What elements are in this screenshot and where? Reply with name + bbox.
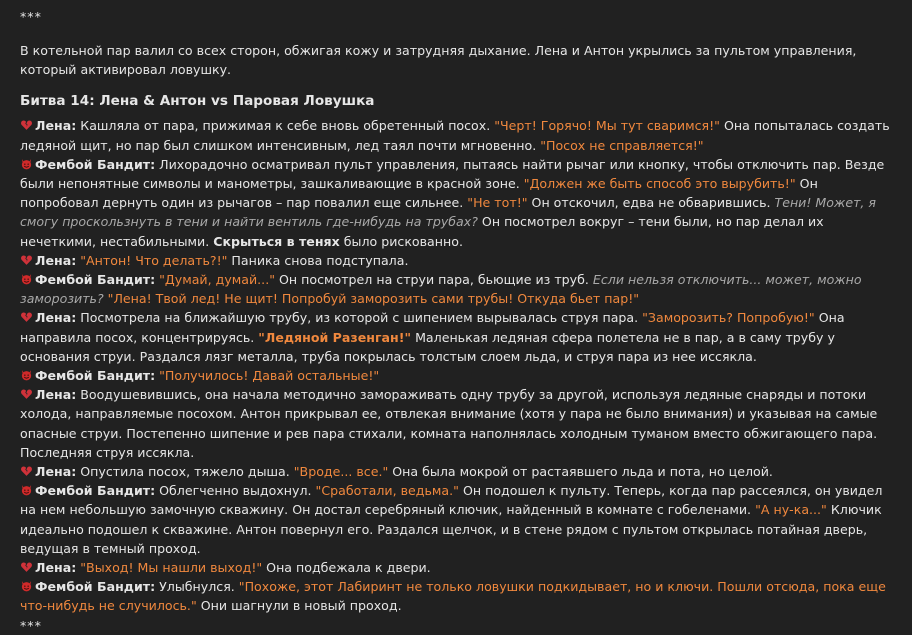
narration-text: Улыбнулся. [155,579,239,595]
narration-text: Он подошел к пульту. Теперь, когда пар рассеялся, он увидел на нем небольшую замочную скважину. Он достал серебряный ключик, найденный в комнате с гобеленами. [20,483,883,518]
intro-paragraph: В котельной пар валил со всех сторон, обжигая кожу и затрудняя дыхание. Лена и Антон укрылись за пультом управления, который активировал ловушку. [20,43,857,78]
speaker-name: Лена: [35,560,77,576]
narration-text: Кашляла от пара, прижимая к себе вновь обретенный посох. [76,118,495,134]
speaker-name: Фембой Бандит: [35,368,156,384]
dialogue-line [20,155,892,251]
narration-text: Опустила посох, тяжело дыша. [76,464,294,480]
spoken-quote: "Выход! Мы нашли выход!" [80,560,263,576]
speaker-name: Лена: [35,310,77,326]
dialogue-line [20,558,892,577]
devil-icon [20,158,33,170]
spoken-quote: "Должен же быть способ это вырубить!" [523,176,796,192]
narration-text: Ключик идеально подошел к скважине. Антон повернул его. Раздался щелчок, и в стене рядом с пультом открылась потайная дверь, ведущая в темный проход. [20,502,882,556]
narration-text: Он отскочил, едва не обварившись. [527,195,775,211]
broken-heart-icon [20,465,33,477]
speaker-name: Лена: [35,252,77,268]
narration-text: Лихорадочно осматривал пульт управления, пытаясь найти рычаг или кнопку, чтобы отключить пар. Везде были непонятные символы и манометры, зашкаливающие в красной зоне. [20,156,885,192]
spell-quote: "Ледяной Разенган!" [258,329,412,345]
devil-icon [20,273,33,285]
spoken-quote: "Вроде... все." [293,464,389,480]
narration-text: Он посмотрел вокруг – тени были, но пар делал их нечеткими, нестабильными. [20,214,824,249]
narration-text: Маленькая ледяная сфера полетела не в пар, а в саму трубу у основания струи. Раздался лязг металла, труба покрылась толстым слоем льда, и струя пара из нее иссякла. [20,329,835,364]
narration-text: Облегченно выдохнул. [155,483,316,499]
separator-bottom: *** [20,617,42,633]
narration-text: Они шагнули в новый проход. [196,598,402,614]
dialogue-line [20,481,892,558]
dialogue-line [20,385,892,462]
spoken-quote: "Антон! Что делать?!" [80,252,228,268]
broken-heart-icon [20,254,33,266]
speaker-name: Лена: [35,118,77,134]
dialogue-line [20,366,892,385]
broken-heart-icon [20,388,33,400]
devil-icon [20,580,33,592]
spoken-quote: "Посох не справляется!" [540,137,704,153]
speaker-name: Фембой Бандит: [35,579,156,595]
spoken-quote: "Лена! Твой лед! Не щит! Попробуй заморозить сами трубы! Откуда бьет пар!" [107,291,640,307]
inner-thought: Если нельзя отключить... может, можно заморозить? [20,272,862,307]
narration-text: Она попыталась создать ледяной щит, но пар был слишком интенсивным, лед таял почти мгновенно. [20,118,890,153]
devil-icon [20,369,33,381]
ability-name: Скрыться в тенях [213,233,340,249]
speaker-name: Лена: [35,464,77,480]
broken-heart-icon [20,119,33,131]
dialogue-line [20,577,892,615]
speaker-name: Лена: [35,387,77,403]
spoken-quote: "Похоже, этот Лабиринт не только ловушки подкидывает, но и ключи. Пошли отсюда, пока еще что-нибудь не случилось." [20,579,886,614]
dialogue-line [20,308,892,366]
dialogue-line [20,251,892,270]
dialogue-line [20,270,892,308]
narration-text: Он посмотрел на струи пара, бьющие из труб. [274,272,593,288]
spoken-quote: "Сработали, ведьма." [315,483,459,499]
dialogue-lines [20,116,892,615]
spoken-quote: "Думай, думай..." [159,272,275,288]
spoken-quote: "Получилось! Давай остальные!" [159,368,380,384]
dialogue-line [20,116,892,154]
narration-text: Паника снова подступала. [227,252,409,268]
dialogue-line [20,462,892,481]
battle-title: Битва 14: Лена & Антон vs Паровая Ловушка [20,93,375,110]
speaker-name: Фембой Бандит: [35,272,156,288]
spoken-quote: "Черт! Горячо! Мы тут сваримся!" [494,118,720,134]
spoken-quote: "Заморозить? Попробую!" [642,310,815,326]
broken-heart-icon [20,311,33,323]
narration-text: Она была мокрой от растаявшего льда и пота, но целой. [388,464,773,480]
narration-text: было рискованно. [339,233,463,249]
broken-heart-icon [20,561,33,573]
speaker-name: Фембой Бандит: [35,483,156,499]
speaker-name: Фембой Бандит: [35,156,156,172]
narration-text: Посмотрела на ближайшую трубу, из которой с шипением вырывалась струя пара. [76,310,643,326]
narration-text: Воодушевившись, она начала методично замораживать одну трубу за другой, используя ледяные снаряды и потоки холода, направляемые посохом. Антон прикрывал ее, отвлекая внимание (хотя у пара не было внимания) и указывая на самые опасные струи. Постепенно шипение и рев пара стихали, комната наполнялась холодным туманом вместо обжигающего пара. Последняя струя иссякла. [20,387,878,460]
narration-text: Она направила посох, концентрируясь. [20,310,845,345]
spoken-quote: "А ну-ка..." [755,502,827,518]
separator-top: *** [20,9,42,24]
narration-text: Она подбежала к двери. [262,560,431,576]
narration-text: Он попробовал дернуть один из рычагов – пар повалил еще сильнее. [20,176,818,211]
devil-icon [20,484,33,496]
spoken-quote: "Не тот!" [467,195,528,211]
inner-thought: Тени! Может, я смогу проскользнуть в тени и найти вентиль где-нибудь на трубах? [20,195,876,230]
